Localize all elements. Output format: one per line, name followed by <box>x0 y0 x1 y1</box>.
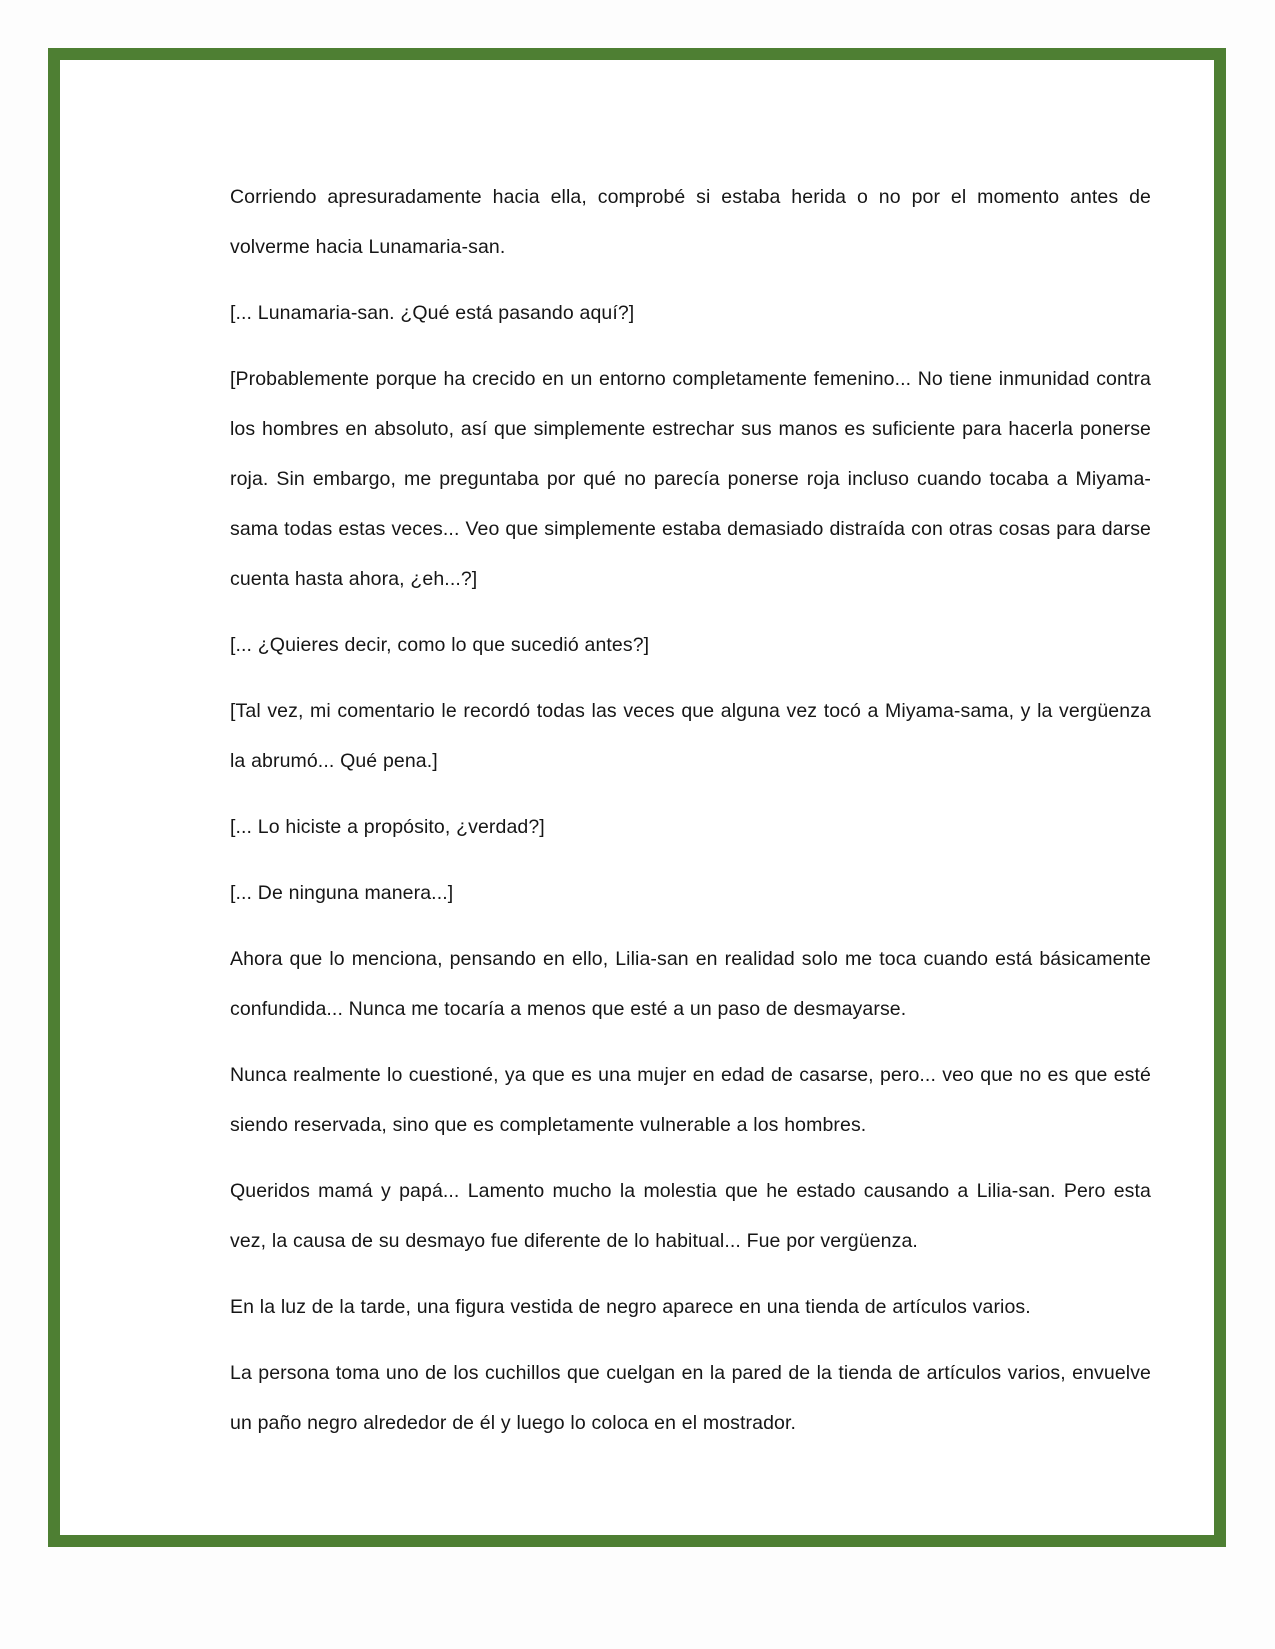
paragraph: [... De ninguna manera...] <box>230 882 454 904</box>
paragraph: [Probablemente porque ha crecido en un entorno completamente femenino... No tiene inmunidad contra los hombres en absoluto, así que simplemente estrechar sus manos es suficiente para hacerla ponerse roja. Sin embargo, me preguntaba por qué no parecía ponerse roja incluso cuando tocaba a Miyama-sama todas estas veces... Veo que simplemente estaba demasiado distraída con otras cosas para darse cuenta hasta ahora, ¿eh...?] <box>230 368 1151 590</box>
paragraph: Ahora que lo menciona, pensando en ello, Lilia-san en realidad solo me toca cuando está básicamente confundida... Nunca me tocaría a menos que esté a un paso de desmayarse. <box>230 948 1151 1020</box>
paragraph: La persona toma uno de los cuchillos que cuelgan en la pared de la tienda de artículos varios, envuelve un paño negro alrededor de él y luego lo coloca en el mostrador. <box>230 1362 1151 1434</box>
document-frame <box>48 48 1226 1547</box>
paragraph: Nunca realmente lo cuestioné, ya que es una mujer en edad de casarse, pero... veo que no es que esté siendo reservada, sino que es completamente vulnerable a los hombres. <box>230 1064 1151 1136</box>
document-text-body <box>230 172 1151 1448</box>
paragraph: Queridos mamá y papá... Lamento mucho la molestia que he estado causando a Lilia-san. Pero esta vez, la causa de su desmayo fue diferente de lo habitual... Fue por vergüenza. <box>230 1180 1151 1252</box>
paragraph: [... Lo hiciste a propósito, ¿verdad?] <box>230 816 545 838</box>
paragraph: [Tal vez, mi comentario le recordó todas las veces que alguna vez tocó a Miyama-sama, y la vergüenza la abrumó... Qué pena.] <box>230 700 1151 772</box>
paragraph: [... ¿Quieres decir, como lo que sucedió antes?] <box>230 634 650 656</box>
paragraph: [... Lunamaria-san. ¿Qué está pasando aquí?] <box>230 302 635 324</box>
paragraph: Corriendo apresuradamente hacia ella, comprobé si estaba herida o no por el momento antes de volverme hacia Lunamaria-san. <box>230 186 1151 258</box>
paragraph: En la luz de la tarde, una figura vestida de negro aparece en una tienda de artículos varios. <box>230 1296 1031 1318</box>
